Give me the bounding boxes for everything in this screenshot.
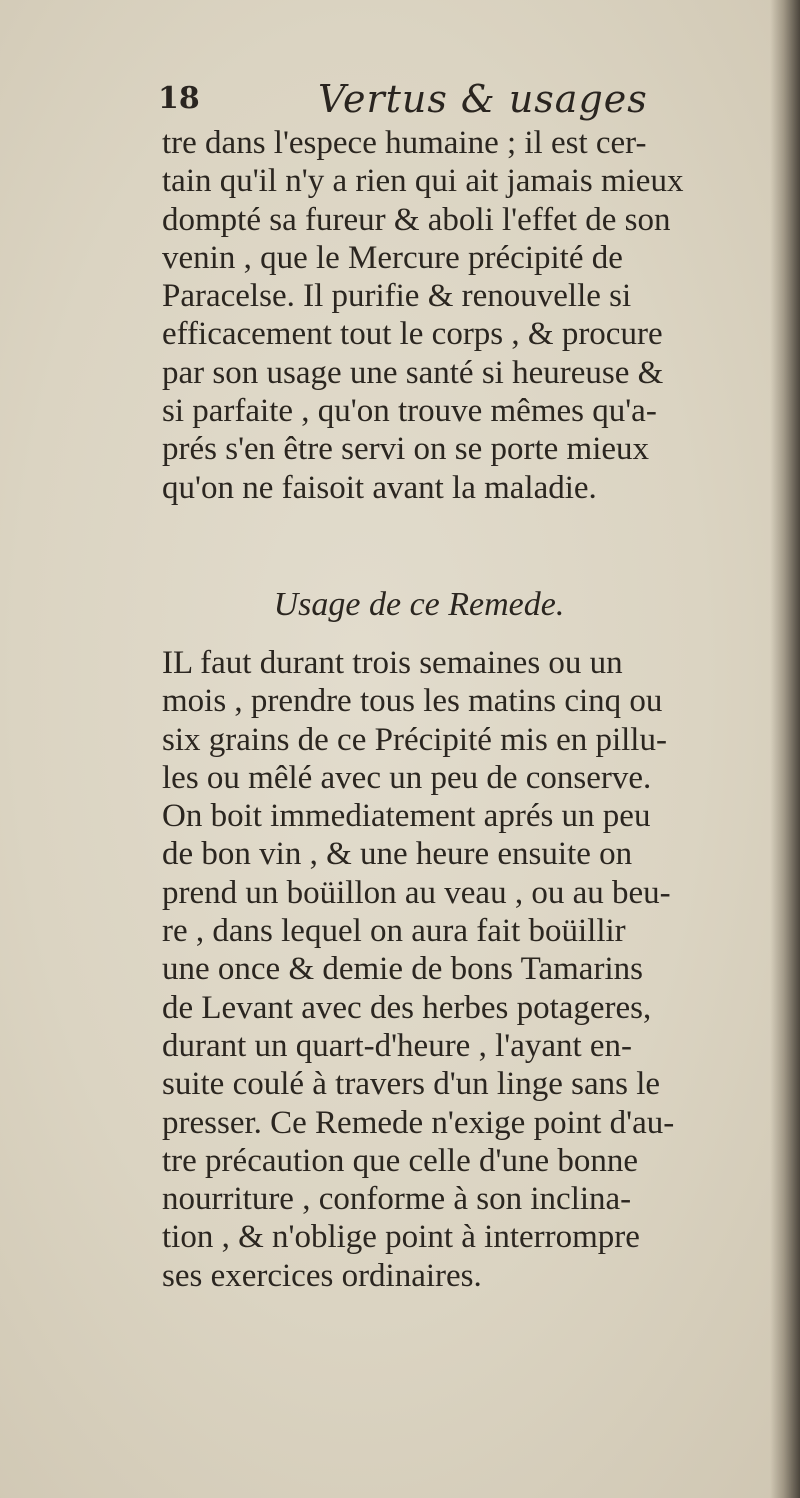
- text-line: six grains de ce Précipité mis en pillu-: [162, 721, 667, 758]
- text-line: dompté sa fureur & aboli l'effet de son: [162, 201, 671, 238]
- text-line: par son usage une santé si heureuse &: [162, 354, 664, 391]
- text-line: une once & demie de bons Tamarins: [162, 951, 643, 988]
- text-line: durant un quart-d'heure , l'ayant en-: [162, 1027, 633, 1064]
- text-line: tain qu'il n'y a rien qui ait jamais mieux: [162, 163, 684, 200]
- page-spine-shadow: [770, 0, 800, 1498]
- text-line: de Levant avec des herbes potageres,: [162, 989, 652, 1026]
- paragraph-1: [162, 124, 772, 507]
- page-number: 18: [158, 81, 200, 116]
- text-line: qu'on ne faisoit avant la maladie.: [162, 469, 597, 506]
- page-header: [158, 74, 758, 124]
- text-line: mois , prendre tous les matins cinq ou: [162, 683, 663, 720]
- text-line: presser. Ce Remede n'exige point d'au-: [162, 1104, 675, 1141]
- text-line: prend un boüillon au veau , ou au beu-: [162, 874, 671, 911]
- text-line: les ou mêlé avec un peu de conserve.: [162, 759, 652, 796]
- text-line: de bon vin , & une heure ensuite on: [162, 836, 633, 873]
- text-line: tion , & n'oblige point à interrompre: [162, 1219, 640, 1256]
- text-line: nourriture , conforme à son inclina-: [162, 1181, 632, 1218]
- text-line: tre précaution que celle d'une bonne: [162, 1142, 638, 1179]
- text-line: venin , que le Mercure précipité de: [162, 239, 623, 276]
- text-line: re , dans lequel on aura fait boüillir: [162, 913, 626, 950]
- text-line: On boit immediatement aprés un peu: [162, 798, 651, 835]
- text-line: si parfaite , qu'on trouve mêmes qu'a-: [162, 393, 657, 430]
- text-line: tre dans l'espece humaine ; il est cer-: [162, 125, 647, 161]
- text-line: Paracelse. Il purifie & renouvelle si: [162, 278, 632, 315]
- text-line: efficacement tout le corps , & procure: [162, 316, 663, 353]
- text-line: prés s'en être servi on se porte mieux: [162, 431, 650, 468]
- section-heading: [0, 584, 800, 626]
- running-title: Vertus & usages: [318, 77, 648, 121]
- paragraph-2: [162, 644, 772, 1295]
- section-heading-text: Usage de ce Remede.: [273, 586, 565, 623]
- text-line: ses exercices ordinaires.: [162, 1257, 482, 1294]
- text-line: suite coulé à travers d'un linge sans le: [162, 1066, 661, 1103]
- text-line: IL faut durant trois semaines ou un: [162, 645, 623, 681]
